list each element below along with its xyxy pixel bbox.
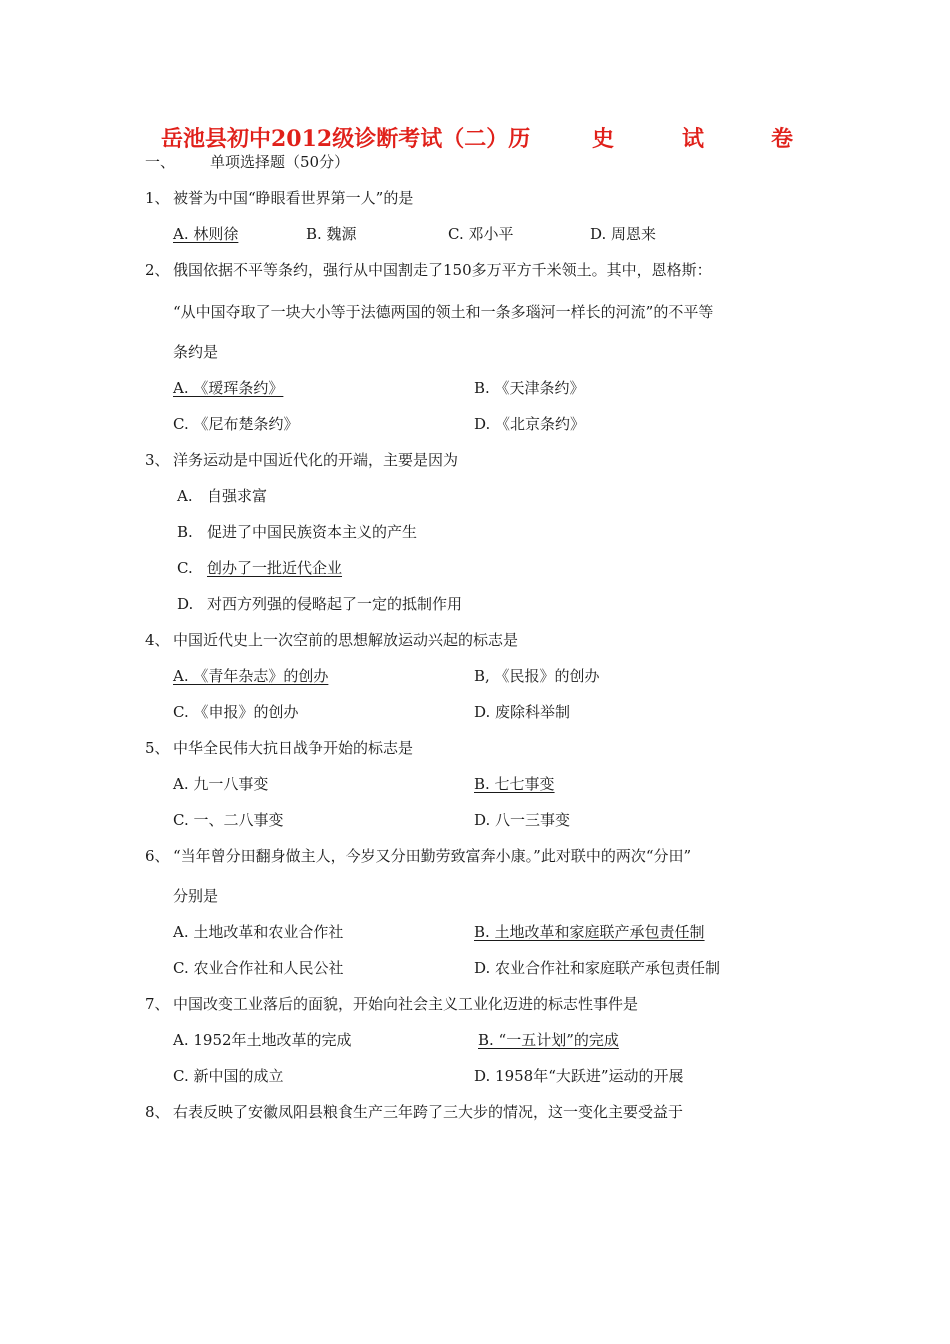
question-1-option-c: C. 邓小平 <box>448 225 514 243</box>
question-4-stem: 中国近代史上一次空前的思想解放运动兴起的标志是 <box>173 631 519 649</box>
question-3-option-d-letter: D. <box>177 595 194 613</box>
question-3-option-d-text: 对西方列强的侵略起了一定的抵制作用 <box>207 595 463 613</box>
answer-underline: 创办了一批近代企业 <box>207 559 343 577</box>
exam-title-char-2: 史 <box>592 126 615 152</box>
question-4-option-a <box>173 666 328 686</box>
answer-underline: A. 《青年杂志》的创办 <box>173 667 329 685</box>
question-1-option-d: D. 周恩来 <box>590 225 657 243</box>
question-7-option-a: A. 1952年土地改革的完成 <box>173 1031 352 1049</box>
question-6-number: 6、 <box>145 847 170 865</box>
question-3-option-a-letter: A. <box>177 487 193 505</box>
question-1-stem: 被誉为中国“睁眼看世界第一人”的是 <box>173 189 414 207</box>
question-6-option-b <box>474 922 705 942</box>
answer-underline: A. 林则徐 <box>173 225 239 243</box>
question-3-option-c-text <box>207 558 342 578</box>
question-3-option-b-letter: B. <box>177 523 193 541</box>
question-1-option-b: B. 魏源 <box>306 225 357 243</box>
question-6-option-a: A. 土地改革和农业合作社 <box>173 923 344 941</box>
question-4-number: 4、 <box>145 631 170 649</box>
section-number: 一、 <box>145 153 176 171</box>
question-7-option-b <box>478 1030 619 1050</box>
question-7-option-d: D. 1958年“大跃进”运动的开展 <box>474 1067 684 1085</box>
answer-underline: B. 土地改革和家庭联产承包责任制 <box>474 923 705 941</box>
question-6-option-d: D. 农业合作社和家庭联产承包责任制 <box>474 959 721 977</box>
question-3-number: 3、 <box>145 451 170 469</box>
section-label: 单项选择题（50分） <box>210 153 350 171</box>
question-6-stem-line-2: 分别是 <box>173 887 219 905</box>
question-2-option-c: C. 《尼布楚条约》 <box>173 415 299 433</box>
question-2-option-a <box>173 378 283 398</box>
exam-title-char-4: 卷 <box>771 126 794 152</box>
question-1-option-a <box>173 224 238 244</box>
exam-title-char-3: 试 <box>682 126 705 152</box>
question-2-number: 2、 <box>145 261 170 279</box>
question-8-stem: 右表反映了安徽凤阳县粮食生产三年跨了三大步的情况，这一变化主要受益于 <box>173 1103 684 1121</box>
question-3-option-b-text: 促进了中国民族资本主义的产生 <box>207 523 418 541</box>
question-5-option-d: D. 八一三事变 <box>474 811 571 829</box>
question-7-number: 7、 <box>145 995 170 1013</box>
question-6-option-c: C. 农业合作社和人民公社 <box>173 959 344 977</box>
answer-underline: B. “一五计划”的完成 <box>478 1031 619 1049</box>
answer-underline: B. 七七事变 <box>474 775 555 793</box>
question-5-stem: 中华全民伟大抗日战争开始的标志是 <box>173 739 414 757</box>
question-7-stem: 中国改变工业落后的面貌，开始向社会主义工业化迈进的标志性事件是 <box>173 995 639 1013</box>
exam-title <box>161 126 530 152</box>
question-2-stem-line-2: “从中国夺取了一块大小等于法德两国的领土和一条多瑙河一样长的河流”的不平等 <box>173 303 714 321</box>
question-3-option-c-letter: C. <box>177 559 193 577</box>
question-2-option-b: B. 《天津条约》 <box>474 379 585 397</box>
question-8-number: 8、 <box>145 1103 170 1121</box>
question-3-option-a-text: 自强求富 <box>207 487 268 505</box>
question-2-stem-line-1: 俄国依据不平等条约，强行从中国割走了150多万平方千米领土。其中，恩格斯： <box>173 261 712 279</box>
question-4-option-b: B, 《民报》的创办 <box>474 667 600 685</box>
question-3-stem: 洋务运动是中国近代化的开端，主要是因为 <box>173 451 459 469</box>
answer-underline: A. 《瑷珲条约》 <box>173 379 284 397</box>
question-5-number: 5、 <box>145 739 170 757</box>
question-5-option-b <box>474 774 555 794</box>
exam-title-main: 岳池县初中2012级诊断考试（二）历 <box>161 126 531 152</box>
question-2-option-d: D. 《北京条约》 <box>474 415 586 433</box>
question-5-option-c: C. 一、二八事变 <box>173 811 284 829</box>
question-1-number: 1、 <box>145 189 170 207</box>
question-2-stem-line-3: 条约是 <box>173 343 219 361</box>
question-7-option-c: C. 新中国的成立 <box>173 1067 284 1085</box>
question-4-option-d: D. 废除科举制 <box>474 703 571 721</box>
question-6-stem-line-1: “当年曾分田翻身做主人，今岁又分田勤劳致富奔小康。”此对联中的两次“分田” <box>173 847 692 865</box>
question-5-option-a: A. 九一八事变 <box>173 775 269 793</box>
question-4-option-c: C. 《申报》的创办 <box>173 703 299 721</box>
